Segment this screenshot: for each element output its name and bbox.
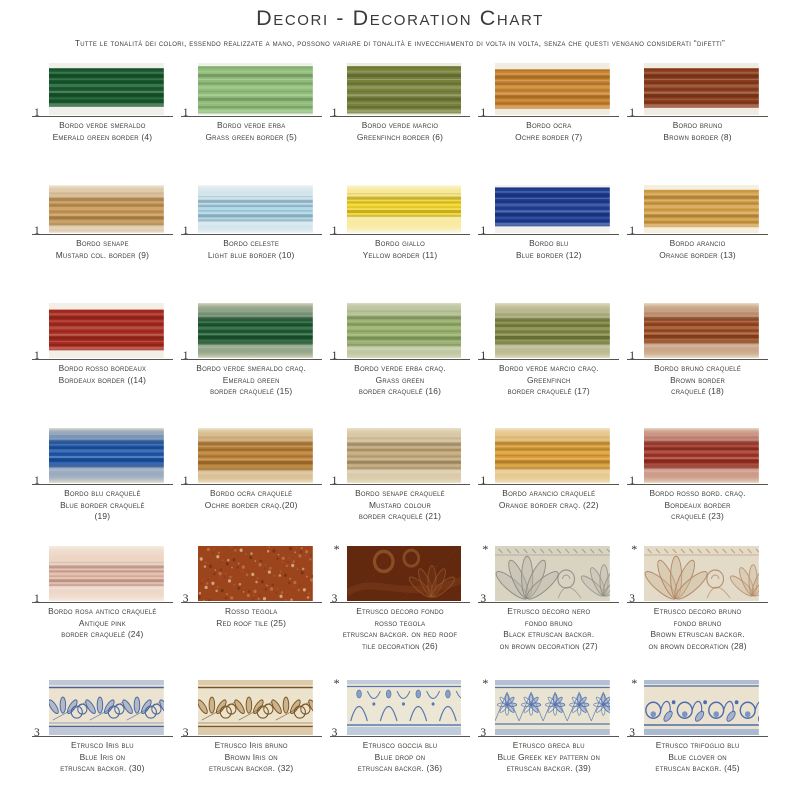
swatch-area <box>629 676 759 739</box>
page-title: Decori - Decoration Chart <box>256 6 544 30</box>
swatch-caption <box>478 238 619 261</box>
baseline-rule <box>478 484 619 485</box>
swatch-area <box>34 546 164 605</box>
swatch-cell <box>28 185 177 303</box>
size-marker: 1 <box>182 350 189 362</box>
caption-line: Bordo celeste <box>223 238 280 248</box>
swatch-caption <box>330 238 471 261</box>
swatch-cell <box>28 546 177 680</box>
size-marker: 3 <box>34 727 40 739</box>
swatch-caption <box>181 120 322 143</box>
size-marker: 3 <box>331 727 338 739</box>
caption-line: Orange border craq. (22) <box>498 499 599 510</box>
size-marker: 1 <box>34 350 40 362</box>
swatch-area <box>34 428 164 487</box>
size-marker: 1 <box>480 475 487 487</box>
color-swatch <box>347 546 462 601</box>
swatch-caption <box>330 120 471 143</box>
caption-line: Grass green border (5) <box>205 131 297 142</box>
caption-line: Bordo bruno <box>672 120 723 130</box>
size-marker: 3 <box>629 727 635 739</box>
baseline-rule <box>181 234 322 235</box>
caption-line: Orange border (13) <box>659 249 736 260</box>
baseline-rule <box>627 116 768 117</box>
caption-line: border craquelé (17) <box>507 386 590 397</box>
asterisk-marker: * <box>333 676 340 690</box>
swatch-cell <box>28 63 177 185</box>
swatch-area <box>331 542 462 605</box>
baseline-rule <box>478 602 619 603</box>
caption-line: Bordo verde marcio craq. <box>498 363 599 373</box>
size-marker: 3 <box>480 727 487 739</box>
swatch-area <box>331 676 462 739</box>
caption-line: (19) <box>94 511 111 522</box>
swatch-caption <box>330 363 471 398</box>
baseline-rule <box>32 602 173 603</box>
swatch-caption <box>627 238 768 261</box>
caption-line: Bordo verde marcio <box>361 120 439 130</box>
size-marker: 1 <box>182 475 189 487</box>
color-swatch <box>495 546 610 601</box>
swatch-caption <box>627 120 768 143</box>
caption-line: rosso tegola <box>374 617 426 628</box>
swatch-area <box>331 428 462 487</box>
color-swatch <box>49 185 164 233</box>
baseline-rule <box>181 736 322 737</box>
caption-line: Ochre border (7) <box>515 131 583 142</box>
swatch-cell <box>623 428 772 546</box>
caption-line: Brown border (8) <box>663 131 732 142</box>
swatch-area <box>34 63 164 119</box>
swatch-area <box>182 546 313 605</box>
caption-line: Bordo ocra <box>526 120 572 130</box>
caption-line: Red roof tile (25) <box>216 617 287 628</box>
baseline-rule <box>181 359 322 360</box>
size-marker: 1 <box>480 107 487 119</box>
baseline-rule <box>627 602 768 603</box>
caption-line: fondo bruno <box>524 617 573 628</box>
caption-line: Greenfinch border (6) <box>356 131 444 142</box>
swatch-caption <box>330 740 471 775</box>
caption-line: Etrusco decoro bruno <box>653 606 742 616</box>
swatch-caption <box>181 488 322 511</box>
caption-line: Bordo arancio <box>669 238 726 248</box>
color-swatch <box>644 185 759 233</box>
swatch-area <box>182 680 313 739</box>
asterisk-marker: * <box>482 542 489 556</box>
size-marker: 1 <box>34 475 40 487</box>
swatch-caption <box>32 740 173 775</box>
caption-line: Bordo rosa antico craquelé <box>48 606 157 616</box>
swatch-cell <box>474 185 623 303</box>
caption-line: Etrusco Iris blu <box>71 740 134 750</box>
swatch-caption <box>32 488 173 523</box>
baseline-rule <box>32 736 173 737</box>
caption-line: etruscan backgr. (36) <box>357 763 443 774</box>
size-marker: 1 <box>480 350 487 362</box>
swatch-area <box>182 63 313 119</box>
swatch-caption <box>478 606 619 652</box>
caption-line: Mustard col. border (9) <box>55 249 150 260</box>
color-swatch <box>49 428 164 483</box>
caption-line: Bordeaux border <box>664 499 731 510</box>
swatch-cell <box>474 542 623 680</box>
baseline-rule <box>32 234 173 235</box>
swatch-caption <box>181 363 322 398</box>
swatch-cell <box>177 63 326 185</box>
caption-line: Antique pink <box>78 617 126 628</box>
swatch-area <box>480 542 610 605</box>
caption-line: Brown etruscan backgr. <box>650 629 745 640</box>
color-swatch <box>644 63 759 115</box>
swatch-caption <box>32 606 173 641</box>
caption-line: Blue border craquelé <box>60 499 145 510</box>
size-marker: 3 <box>629 593 635 605</box>
color-swatch <box>644 680 759 735</box>
color-swatch <box>49 546 164 601</box>
caption-line: Grass green <box>375 374 425 385</box>
swatch-caption <box>627 363 768 398</box>
caption-line: Bordo blu <box>529 238 569 248</box>
caption-line: on brown decoration (27) <box>499 640 598 651</box>
caption-line: Blue drop on <box>374 751 426 762</box>
baseline-rule <box>181 602 322 603</box>
swatch-caption <box>181 238 322 261</box>
caption-line: Bordo senape <box>76 238 129 248</box>
caption-line: border craquelé (15) <box>210 386 293 397</box>
swatch-caption <box>478 363 619 398</box>
swatch-cell <box>326 63 475 185</box>
color-swatch <box>198 185 313 233</box>
caption-line: Etrusco decoro nero <box>507 606 591 616</box>
swatch-area <box>331 303 462 362</box>
size-marker: 1 <box>629 225 635 237</box>
swatch-cell <box>177 303 326 428</box>
swatch-cell <box>326 542 475 680</box>
swatch-area <box>480 676 610 739</box>
color-swatch <box>644 546 759 601</box>
size-marker: 1 <box>182 107 189 119</box>
swatch-caption <box>478 488 619 511</box>
caption-line: Brown Iris on <box>224 751 278 762</box>
swatch-cell <box>28 428 177 546</box>
color-swatch <box>495 303 610 358</box>
swatch-caption <box>330 488 471 523</box>
swatch-cell <box>326 185 475 303</box>
swatch-cell <box>474 676 623 798</box>
swatch-area <box>331 185 462 237</box>
baseline-rule <box>330 359 471 360</box>
color-swatch <box>198 546 313 601</box>
swatch-area <box>34 185 164 237</box>
caption-line: Blue Iris on <box>79 751 126 762</box>
swatch-area <box>182 303 313 362</box>
asterisk-marker: * <box>631 542 638 556</box>
size-marker: 1 <box>480 225 487 237</box>
swatch-cell <box>326 303 475 428</box>
caption-line: craquelé (23) <box>671 511 725 522</box>
swatch-area <box>480 185 610 237</box>
baseline-rule <box>478 116 619 117</box>
baseline-rule <box>627 359 768 360</box>
swatch-cell <box>326 428 475 546</box>
color-swatch <box>347 303 462 358</box>
color-swatch <box>347 185 462 233</box>
swatch-area <box>629 185 759 237</box>
color-swatch <box>495 63 610 115</box>
color-swatch <box>495 428 610 483</box>
size-marker: 3 <box>182 593 189 605</box>
swatch-caption <box>478 740 619 775</box>
swatch-cell <box>474 63 623 185</box>
caption-line: Emerald green <box>222 374 280 385</box>
caption-line: Bordo rosso bordeaux <box>58 363 147 373</box>
asterisk-marker: * <box>631 676 638 690</box>
asterisk-marker: * <box>482 676 489 690</box>
swatch-caption <box>32 363 173 386</box>
caption-line: Black etruscan backgr. <box>503 629 595 640</box>
swatch-cell <box>623 303 772 428</box>
swatch-area <box>480 303 610 362</box>
swatch-cell <box>326 676 475 798</box>
size-marker: 1 <box>331 475 338 487</box>
caption-line: Bordo senape craquelé <box>355 488 445 498</box>
caption-line: on brown decoration (28) <box>648 640 747 651</box>
swatch-area <box>34 680 164 739</box>
caption-line: Bordo rosso bord. craq. <box>649 488 746 498</box>
size-marker: 1 <box>331 350 338 362</box>
caption-line: Bordo ocra craquelé <box>210 488 293 498</box>
swatch-caption <box>32 238 173 261</box>
swatch-area <box>182 185 313 237</box>
baseline-rule <box>32 359 173 360</box>
baseline-rule <box>330 602 471 603</box>
swatch-caption <box>32 120 173 143</box>
swatch-area <box>480 63 610 119</box>
swatch-caption <box>330 606 471 652</box>
swatch-caption <box>181 606 322 629</box>
baseline-rule <box>32 484 173 485</box>
caption-line: Ochre border craq.(20) <box>204 499 298 510</box>
swatch-caption <box>627 740 768 775</box>
color-swatch <box>644 428 759 483</box>
size-marker: 1 <box>182 225 189 237</box>
swatch-cell <box>474 303 623 428</box>
size-marker: 1 <box>629 350 635 362</box>
size-marker: 1 <box>629 107 635 119</box>
caption-line: Brown border <box>670 374 726 385</box>
caption-line: etruscan backgr. (32) <box>208 763 294 774</box>
size-marker: 1 <box>331 107 338 119</box>
caption-line: border craquelé (21) <box>358 511 442 522</box>
caption-line: Greenfinch <box>527 374 571 385</box>
size-marker: 1 <box>629 475 635 487</box>
caption-line: Emerald green border (4) <box>52 131 153 142</box>
baseline-rule <box>181 116 322 117</box>
caption-line: Light blue border (10) <box>207 249 295 260</box>
caption-line: Bordo blu craquelé <box>64 488 141 498</box>
color-swatch <box>198 63 313 115</box>
color-swatch <box>347 680 462 735</box>
color-swatch <box>198 428 313 483</box>
baseline-rule <box>627 484 768 485</box>
swatch-area <box>629 542 759 605</box>
baseline-rule <box>330 116 471 117</box>
caption-line: Etrusco trifoglio blu <box>655 740 740 750</box>
asterisk-marker: * <box>333 542 340 556</box>
color-swatch <box>347 63 462 115</box>
swatch-cell <box>177 428 326 546</box>
swatch-cell <box>28 680 177 798</box>
caption-line: Blue Greek key pattern on <box>497 751 601 762</box>
swatch-cell <box>177 185 326 303</box>
swatch-cell <box>623 676 772 798</box>
swatch-cell <box>177 546 326 680</box>
swatch-cell <box>28 303 177 428</box>
caption-line: Bordo verde smeraldo craq. <box>196 363 307 373</box>
caption-line: Bordo verde smeraldo <box>59 120 146 130</box>
swatch-caption <box>627 488 768 523</box>
size-marker: 1 <box>34 107 40 119</box>
swatch-cell <box>474 428 623 546</box>
size-marker: 3 <box>480 593 487 605</box>
caption-line: Blue border (12) <box>515 249 582 260</box>
color-swatch <box>347 428 462 483</box>
caption-line: Bordo verde erba craq. <box>354 363 446 373</box>
page-subtitle: Tutte le tonalità dei colori, essendo realizzate a mano, possono variare di tonalità e invecchiamento di volta in volta, senza che questi vengano considerati “difetti” <box>74 39 726 48</box>
caption-line: etruscan backgr. (45) <box>655 763 740 774</box>
size-marker: 1 <box>34 593 40 605</box>
baseline-rule <box>330 736 471 737</box>
caption-line: Bordeaux border ((14) <box>58 374 147 385</box>
color-swatch <box>495 680 610 735</box>
baseline-rule <box>478 359 619 360</box>
swatch-area <box>331 63 462 119</box>
baseline-rule <box>478 736 619 737</box>
caption-line: border craquelé (16) <box>358 386 442 397</box>
swatch-caption <box>478 120 619 143</box>
color-swatch <box>644 303 759 358</box>
baseline-rule <box>330 484 471 485</box>
baseline-rule <box>32 116 173 117</box>
caption-line: Bordo verde erba <box>216 120 286 130</box>
caption-line: Bordo arancio craquelé <box>502 488 596 498</box>
caption-line: Etrusco Iris bruno <box>214 740 288 750</box>
swatch-caption <box>627 606 768 652</box>
baseline-rule <box>478 234 619 235</box>
swatch-area <box>629 303 759 362</box>
swatch-cell <box>623 63 772 185</box>
caption-line: Bordo giallo <box>374 238 425 248</box>
swatch-cell <box>177 680 326 798</box>
swatch-grid <box>28 63 772 798</box>
baseline-rule <box>181 484 322 485</box>
caption-line: Etrusco decoro fondo <box>356 606 444 616</box>
color-swatch <box>49 63 164 115</box>
caption-line: fondo bruno <box>673 617 722 628</box>
caption-line: Etrusco greca blu <box>512 740 585 750</box>
caption-line: Mustard colour <box>368 499 431 510</box>
caption-line: etruscan backgr. (39) <box>506 763 591 774</box>
color-swatch <box>198 680 313 735</box>
size-marker: 3 <box>331 593 338 605</box>
caption-line: craquelé (18) <box>671 386 725 397</box>
caption-line: etruscan backgr. (30) <box>60 763 145 774</box>
caption-line: border craquelé (24) <box>61 629 144 640</box>
swatch-caption <box>181 740 322 775</box>
baseline-rule <box>627 234 768 235</box>
swatch-area <box>34 303 164 362</box>
caption-line: tile decoration (26) <box>362 640 438 651</box>
caption-line: Yellow border (11) <box>362 249 438 260</box>
color-swatch <box>49 303 164 358</box>
size-marker: 3 <box>182 727 189 739</box>
size-marker: 1 <box>331 225 338 237</box>
color-swatch <box>198 303 313 358</box>
baseline-rule <box>627 736 768 737</box>
swatch-area <box>480 428 610 487</box>
caption-line: Blue clover on <box>668 751 727 762</box>
swatch-area <box>629 428 759 487</box>
color-swatch <box>49 680 164 735</box>
swatch-area <box>182 428 313 487</box>
swatch-cell <box>623 542 772 680</box>
size-marker: 1 <box>34 225 40 237</box>
swatch-area <box>629 63 759 119</box>
caption-line: Bordo bruno craquelé <box>654 363 742 373</box>
caption-line: Rosso tegola <box>224 606 278 616</box>
baseline-rule <box>330 234 471 235</box>
swatch-cell <box>623 185 772 303</box>
caption-line: Etrusco goccia blu <box>362 740 438 750</box>
color-swatch <box>495 185 610 233</box>
caption-line: etruscan backgr. on red roof <box>342 629 458 640</box>
